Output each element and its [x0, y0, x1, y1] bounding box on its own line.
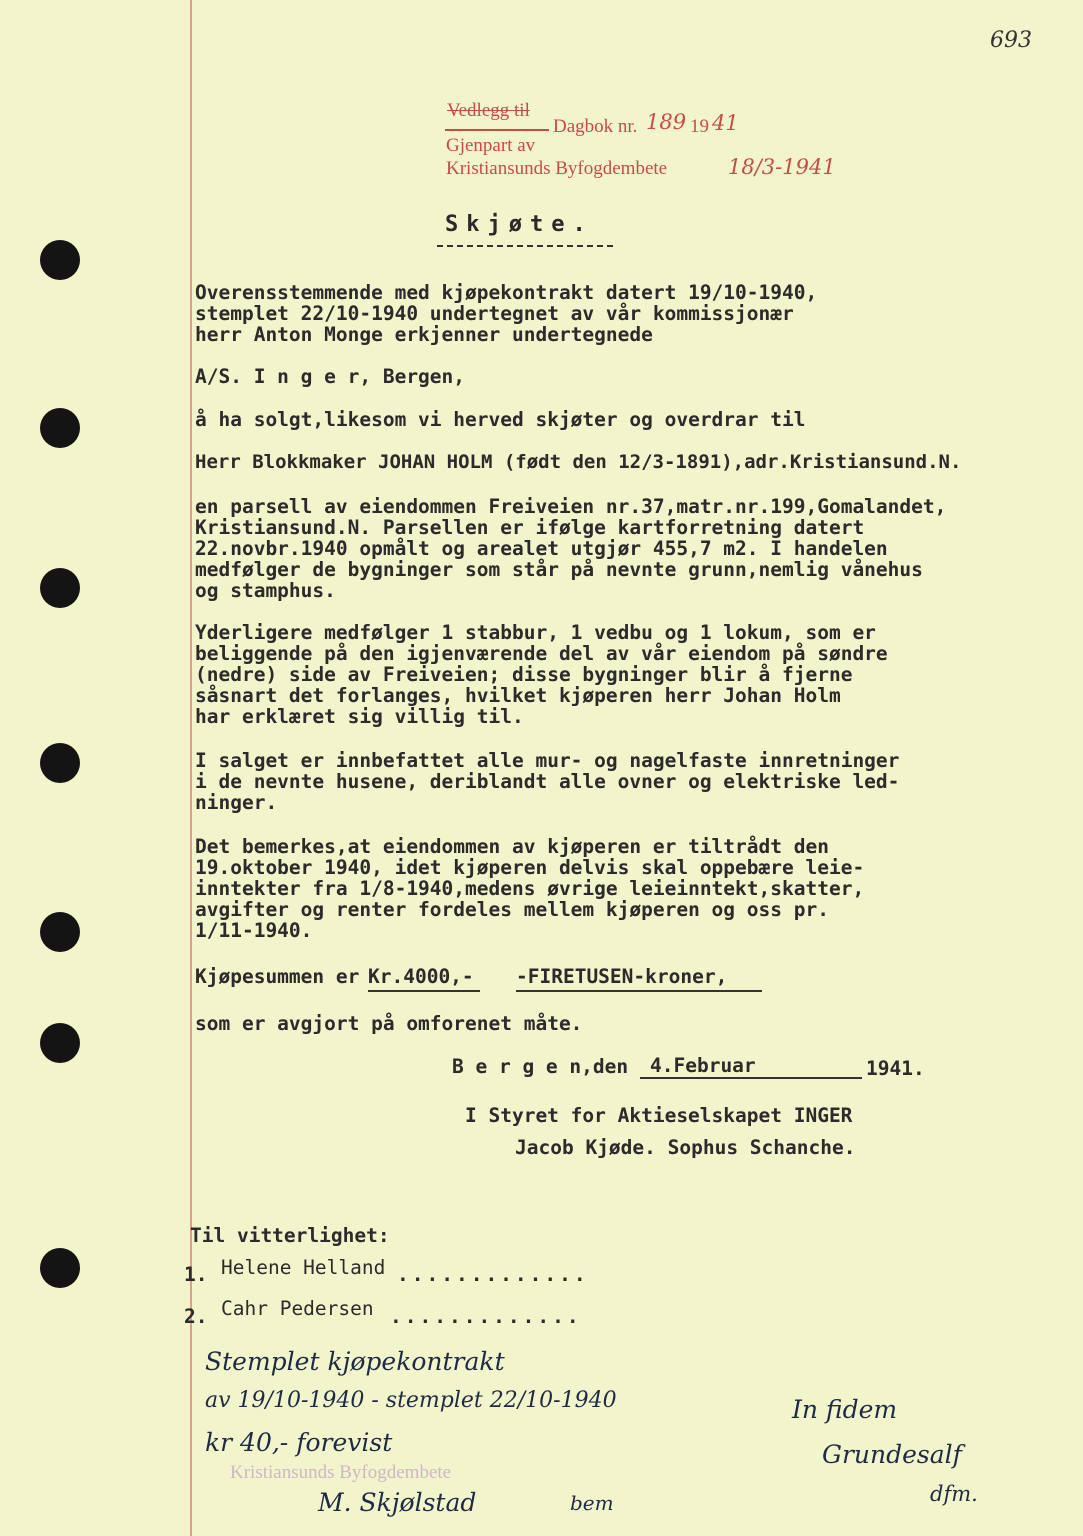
board-line: I Styret for Aktieselskapet INGER — [465, 1104, 853, 1127]
buyer-line: Herr Blokkmaker JOHAN HOLM (født den 12/3-1891),adr.Kristiansund.N. — [195, 451, 962, 473]
bottom-signature: M. Skjølstad — [318, 1488, 477, 1517]
stamp-underline — [445, 129, 549, 131]
date: 4.Februar — [650, 1054, 756, 1077]
faint-stamp: Kristiansunds Byfogdembete — [230, 1462, 452, 1483]
stamp-gjenpart: Gjenpart av — [446, 135, 536, 156]
stamp-year: 19 — [690, 116, 709, 137]
handwritten-dfm: dfm. — [930, 1482, 978, 1506]
text-line: 19.oktober 1940, idet kjøperen delvis skal oppebære leie- — [195, 856, 865, 879]
text-line: og stamphus. — [195, 579, 336, 602]
price-words-underline — [516, 990, 762, 992]
text-line: Det bemerkes,at eiendommen av kjøperen er tiltrådt den — [195, 835, 829, 858]
text-line: Kristiansund.N. Parsellen er ifølge kartforretning datert — [195, 516, 865, 539]
text-line: en parsell av eiendommen Freiveien nr.37,matr.nr.199,Gomalandet, — [195, 495, 947, 518]
text-line: som er avgjort på omforenet måte. — [195, 1012, 583, 1035]
stamp-year-hand: 41 — [712, 111, 739, 135]
witness-1-dots: ............. — [397, 1263, 589, 1286]
stamp-dagbok: Dagbok nr. — [553, 116, 638, 137]
place: B e r g e n,den — [452, 1055, 629, 1078]
document-title: Skjøte. — [445, 212, 594, 237]
punch-hole — [40, 743, 80, 783]
handwritten-note-line: kr 40,- forevist — [205, 1428, 393, 1457]
handwritten-note-line: Stemplet kjøpekontrakt — [205, 1347, 505, 1376]
text-line: Yderligere medfølger 1 stabbur, 1 vedbu og 1 lokum, som er — [195, 621, 876, 644]
stamp-office: Kristiansunds Byfogdembete — [446, 158, 668, 179]
text-line: avgifter og renter fordeles mellem kjøperen og oss pr. — [195, 898, 829, 921]
punch-hole — [40, 1023, 80, 1063]
handwritten-in-fidem: In fidem — [792, 1395, 898, 1424]
witness-2-dots: ............. — [390, 1305, 582, 1328]
text-line: i de nevnte husene, deriblandt alle ovner og elektriske led- — [195, 770, 900, 793]
handwritten-signature: Grundesalf — [822, 1440, 962, 1469]
price-amount: Kr.4000,- — [368, 965, 474, 988]
title-rule — [437, 245, 613, 247]
text-line: 22.novbr.1940 opmålt og arealet utgjør 455,7 m2. I handelen — [195, 537, 888, 560]
text-line: herr Anton Monge erkjenner undertegnede — [195, 323, 653, 346]
text-line: inntekter fra 1/8-1940,medens øvrige leieinntekt,skatter, — [195, 877, 865, 900]
text-line: såsnart det forlanges, hvilket kjøperen herr Johan Holm — [195, 684, 841, 707]
text-line: I salget er innbefattet alle mur- og nagelfaste innretninger — [195, 749, 900, 772]
bottom-signature-suffix: bem — [570, 1491, 614, 1515]
text-line: stemplet 22/10-1940 undertegnet av vår kommissjonær — [195, 302, 794, 325]
text-line: har erklæret sig villig til. — [195, 705, 524, 728]
price-words: -FIRETUSEN-kroner, — [516, 965, 728, 988]
seller-line: A/S. I n g e r, Bergen, — [195, 365, 466, 388]
handwritten-note-line: av 19/10-1940 - stemplet 22/10-1940 — [205, 1388, 617, 1413]
punch-hole — [40, 568, 80, 608]
text-line: medfølger de bygninger som står på nevnte grunn,nemlig vånehus — [195, 558, 923, 581]
price-amount-underline — [368, 990, 480, 992]
text-line: Overensstemmende med kjøpekontrakt datert 19/10-1940, — [195, 281, 818, 304]
price-prefix: Kjøpesummen er — [195, 965, 360, 988]
witness-heading: Til vitterlighet: — [190, 1224, 390, 1247]
punch-hole — [40, 408, 80, 448]
witness-1-name: Helene Helland — [221, 1256, 386, 1279]
punch-hole — [40, 912, 80, 952]
stamp-dagbok-number: 189 — [646, 110, 687, 134]
text-line: (nedre) side av Freiveien; disse bygninger blir å fjerne — [195, 663, 853, 686]
punch-hole — [40, 240, 80, 280]
board-signatures: Jacob Kjøde. Sophus Schanche. — [515, 1136, 856, 1159]
witness-2-number: 2. — [184, 1305, 208, 1328]
witness-1-number: 1. — [184, 1263, 208, 1286]
text-line: å ha solgt,likesom vi herved skjøter og overdrar til — [195, 408, 806, 431]
text-line: ninger. — [195, 791, 278, 814]
punch-hole — [40, 1248, 80, 1288]
witness-2-name: Cahr Pedersen — [221, 1297, 374, 1320]
page-number: 693 — [990, 28, 1032, 53]
date-line — [640, 1077, 862, 1079]
stamp-line1-struck: Vedlegg til — [447, 100, 530, 121]
text-line: beliggende på den igjenværende del av vår eiendom på søndre — [195, 642, 888, 665]
year: 1941. — [866, 1057, 925, 1080]
text-line: 1/11-1940. — [195, 919, 313, 942]
stamp-date: 18/3-1941 — [728, 155, 836, 179]
